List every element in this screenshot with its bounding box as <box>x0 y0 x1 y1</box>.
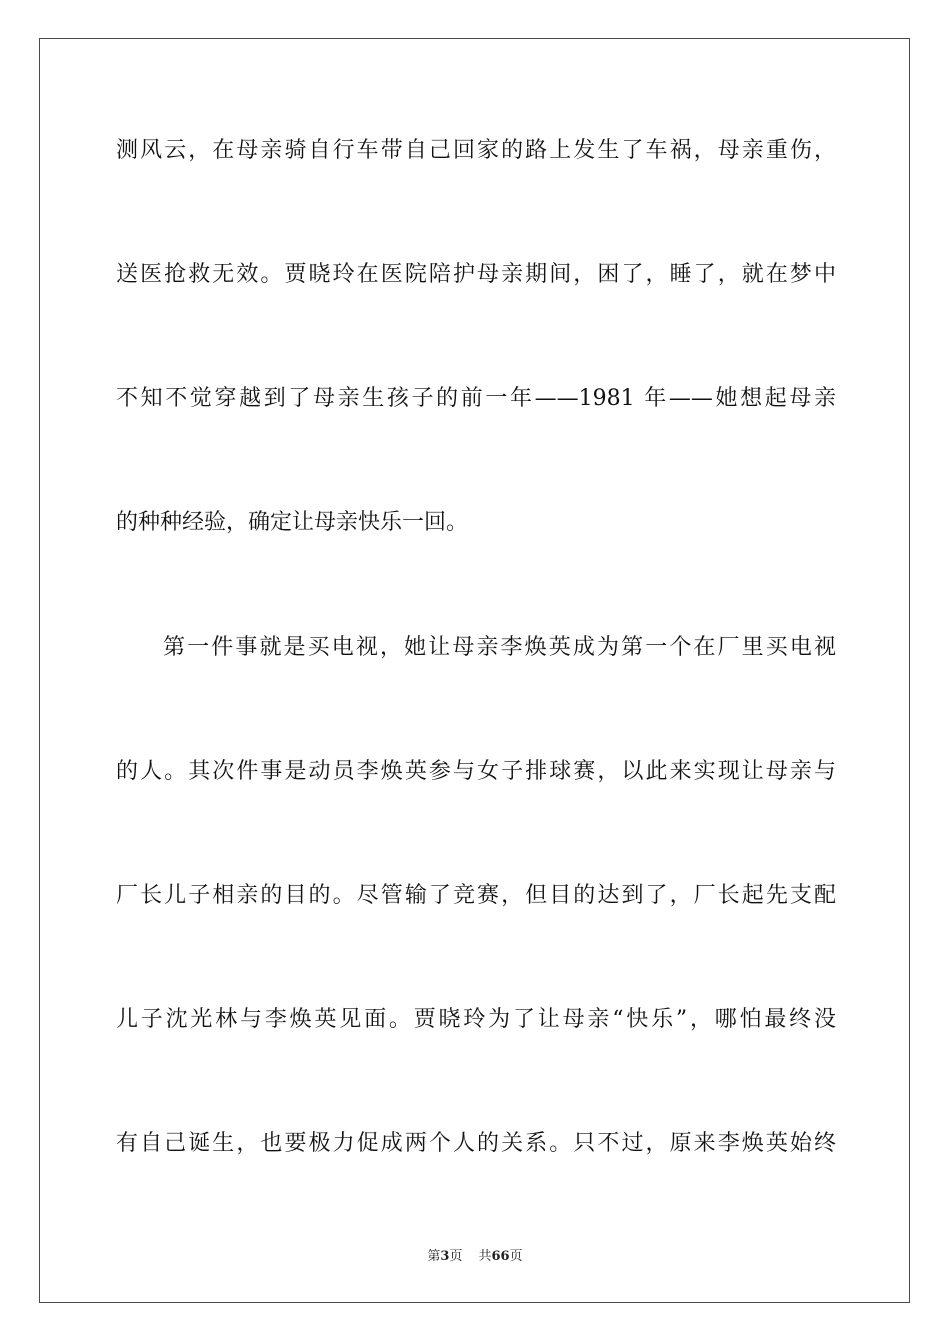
total-prefix: 共 <box>478 1249 492 1264</box>
body-text-line: 厂长儿子相亲的目的。尽管输了竞赛，但目的达到了，厂长起先支配 <box>116 883 836 908</box>
page-border <box>39 38 910 1303</box>
page-prefix: 第 <box>427 1249 441 1264</box>
page-suffix: 页 <box>449 1249 463 1264</box>
body-text-line: 不知不觉穿越到了母亲生孩子的前一年——1981 年——她想起母亲 <box>116 386 836 411</box>
body-text-line: 测风云，在母亲骑自行车带自己回家的路上发生了车祸，母亲重伤， <box>116 138 836 163</box>
body-text-line: 的种种经验，确定让母亲快乐一回。 <box>116 510 469 535</box>
total-suffix: 页 <box>509 1249 523 1264</box>
body-text-line: 有自己诞生，也要极力促成两个人的关系。只不过，原来李焕英始终 <box>116 1131 836 1156</box>
paragraph-first-line: 第一件事就是买电视，她让母亲李焕英成为第一个在厂里买电视 <box>163 635 836 660</box>
body-text-line: 的人。其次件事是动员李焕英参与女子排球赛，以此来实现让母亲与 <box>116 759 836 784</box>
page-footer <box>0 1248 950 1266</box>
body-text-line: 送医抢救无效。贾晓玲在医院陪护母亲期间，困了，睡了，就在梦中 <box>116 262 836 287</box>
total-pages: 66 <box>491 1249 510 1264</box>
body-text-line: 儿子沈光林与李焕英见面。贾晓玲为了让母亲“快乐”，哪怕最终没 <box>116 1007 836 1032</box>
page-number: 3 <box>440 1249 450 1264</box>
